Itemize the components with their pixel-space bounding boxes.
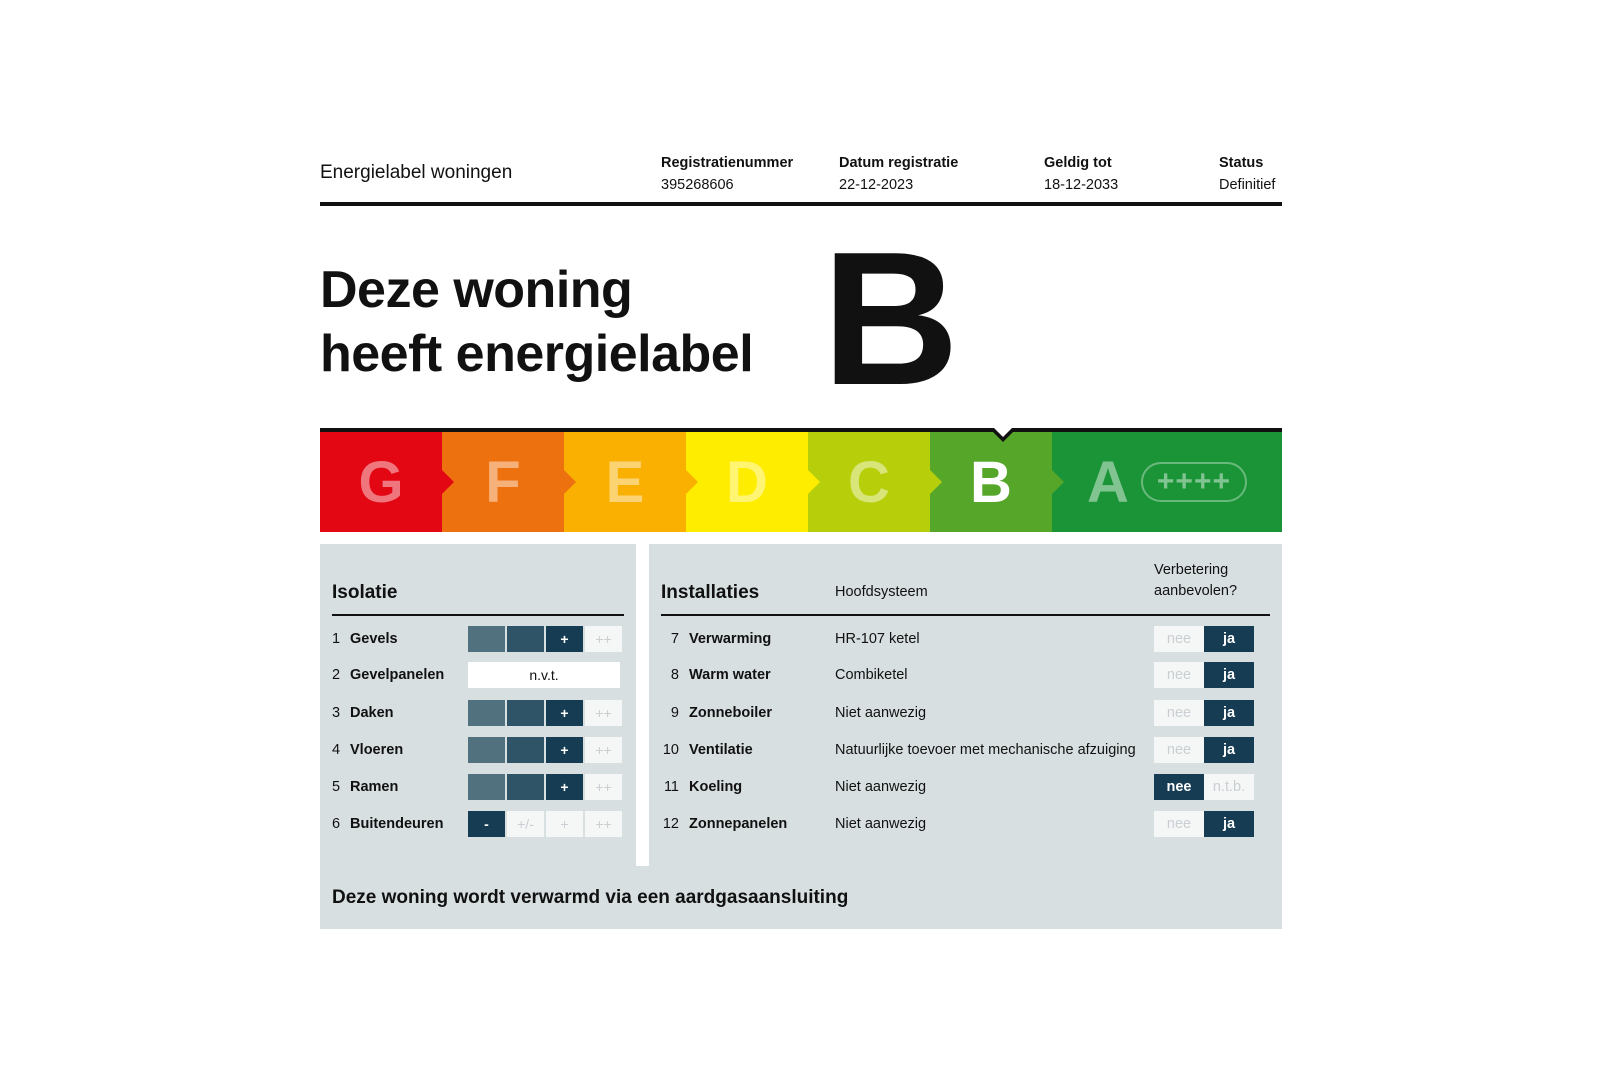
improvement-no: nee [1154,737,1204,763]
row-name: Vloeren [350,742,404,758]
rating-cell: + [546,700,583,726]
row-name: Ramen [350,779,399,795]
valid-until [1044,152,1118,196]
rating-cell: ++ [585,626,622,652]
rating-cell: ++ [585,700,622,726]
improvement-yes: ja [1204,700,1254,726]
active-label-pointer-icon [989,428,1017,442]
heating-note-text: Deze woning wordt verwarmd via een aardgasaansluiting [332,887,849,908]
improvement-no: nee [1154,811,1204,837]
headline-text [320,258,753,386]
row-name: Koeling [689,779,743,795]
panels [320,544,1282,874]
meta-value: Definitief [1219,177,1276,193]
rating-cell: + [546,811,583,837]
isolation-rating-bar [468,774,622,800]
improvement-indicator [1154,811,1254,837]
row-number: 7 [670,631,679,647]
row-number: 8 [670,667,679,683]
meta-label: Geldig tot [1044,155,1112,171]
row-name: Daken [350,705,394,721]
rating-cell: ++ [585,811,622,837]
row-system: Niet aanwezig [835,705,927,721]
row-name: Gevelpanelen [350,667,445,683]
row-name: Zonneboiler [689,705,772,721]
improvement-yes: ja [1204,626,1254,652]
meta-value: 395268606 [661,177,734,193]
meta-label: Status [1219,155,1264,171]
rating-cell: + [546,774,583,800]
row-system: Niet aanwezig [835,816,927,832]
rating-cell [468,626,505,652]
column-header-improvement-line-2: aanbevolen? [1154,583,1238,599]
headline-line-2: heeft energielabel [320,325,754,383]
scale-segment-a [1052,432,1282,532]
row-number: 6 [332,816,341,832]
installation-row-zonneboiler [661,700,1270,726]
scale-letter: D [726,449,768,515]
improvement-indicator [1154,737,1254,763]
meta-label: Datum registratie [839,155,959,171]
improvement-indicator [1154,774,1254,800]
headline [320,206,1282,428]
isolation-panel [320,544,636,874]
row-number: 10 [662,742,679,758]
row-name: Ventilatie [689,742,753,758]
row-system: Natuurlijke toevoer met mechanische afzuiging [835,742,1136,758]
energy-scale [320,428,1282,532]
rating-cell [468,737,505,763]
scale-segment-e [564,432,686,532]
improvement-indicator [1154,626,1254,652]
isolation-rating-bar [468,811,622,837]
rating-not-applicable: n.v.t. [468,662,620,688]
scale-letter: F [485,449,521,515]
rating-cell [507,700,544,726]
row-number: 9 [670,705,679,721]
column-header-system: Hoofdsysteem [835,584,928,600]
isolation-rating-bar [468,662,620,688]
headline-line-1: Deze woning [320,261,633,319]
divider [332,614,624,616]
improvement-yes: ja [1204,737,1254,763]
row-name: Buitendeuren [350,816,444,832]
installation-row-warm-water [661,662,1270,688]
rating-cell: - [468,811,505,837]
meta-value: 18-12-2033 [1044,177,1119,193]
scale-letter: G [358,449,404,515]
improvement-yes: ja [1204,811,1254,837]
rating-cell: ++ [585,737,622,763]
rating-cell [468,774,505,800]
column-header-improvement-line-1: Verbetering [1154,562,1229,578]
scale-segment-d [686,432,808,532]
row-name: Warm water [689,667,771,683]
improvement-indicator [1154,700,1254,726]
isolation-title: Isolatie [332,582,398,603]
registration-date [839,152,958,196]
installations-panel [649,544,1282,874]
isolation-rating-bar [468,737,622,763]
row-number: 11 [663,779,679,795]
installations-title: Installaties [661,582,760,603]
scale-segment-c [808,432,930,532]
row-name: Zonnepanelen [689,816,788,832]
row-name: Verwarming [689,631,772,647]
scale-letter: C [848,449,890,515]
registration-number [661,152,793,196]
row-number: 1 [332,631,341,647]
scale-letter: A [1087,449,1129,515]
row-name: Gevels [350,631,398,647]
isolation-rating-bar [468,700,622,726]
row-system: Niet aanwezig [835,779,927,795]
improvement-indicator [1154,662,1254,688]
rating-cell [507,626,544,652]
scale-letter: E [605,449,645,515]
row-number: 5 [332,779,341,795]
scale-segment-b [930,432,1052,532]
installation-row-zonnepanelen [661,811,1270,837]
improvement-no: nee [1154,626,1204,652]
rating-cell [507,737,544,763]
installation-row-koeling [661,774,1270,800]
row-number: 3 [332,705,341,721]
improvement-no: nee [1154,774,1204,800]
scale-plus-badge: ++++ [1141,462,1247,502]
row-number: 12 [662,816,679,832]
row-system: Combiketel [835,667,908,683]
rating-cell: +/- [507,811,544,837]
scale-letter: B [970,449,1012,515]
improvement-yes: n.t.b. [1204,774,1254,800]
improvement-yes: ja [1204,662,1254,688]
divider [661,614,1270,616]
document-header [320,140,1282,206]
energy-label-document [320,140,1282,908]
scale-segment-f [442,432,564,532]
meta-value: 22-12-2023 [839,177,914,193]
energy-label-letter: B [822,213,960,425]
scale-segment-g [320,432,442,532]
rating-cell [468,700,505,726]
row-number: 2 [332,667,341,683]
isolation-rating-bar [468,626,622,652]
column-header-improvement [1154,560,1237,602]
rating-cell: + [546,626,583,652]
heating-note [320,866,1282,929]
installation-row-ventilatie [661,737,1270,763]
rating-cell [507,774,544,800]
document-title: Energielabel woningen [320,162,513,183]
status [1219,152,1275,196]
row-system: HR-107 ketel [835,631,920,647]
rating-cell: ++ [585,774,622,800]
installation-row-verwarming [661,626,1270,652]
rating-cell: + [546,737,583,763]
improvement-no: nee [1154,662,1204,688]
meta-label: Registratienummer [661,155,794,171]
row-number: 4 [332,742,341,758]
improvement-no: nee [1154,700,1204,726]
